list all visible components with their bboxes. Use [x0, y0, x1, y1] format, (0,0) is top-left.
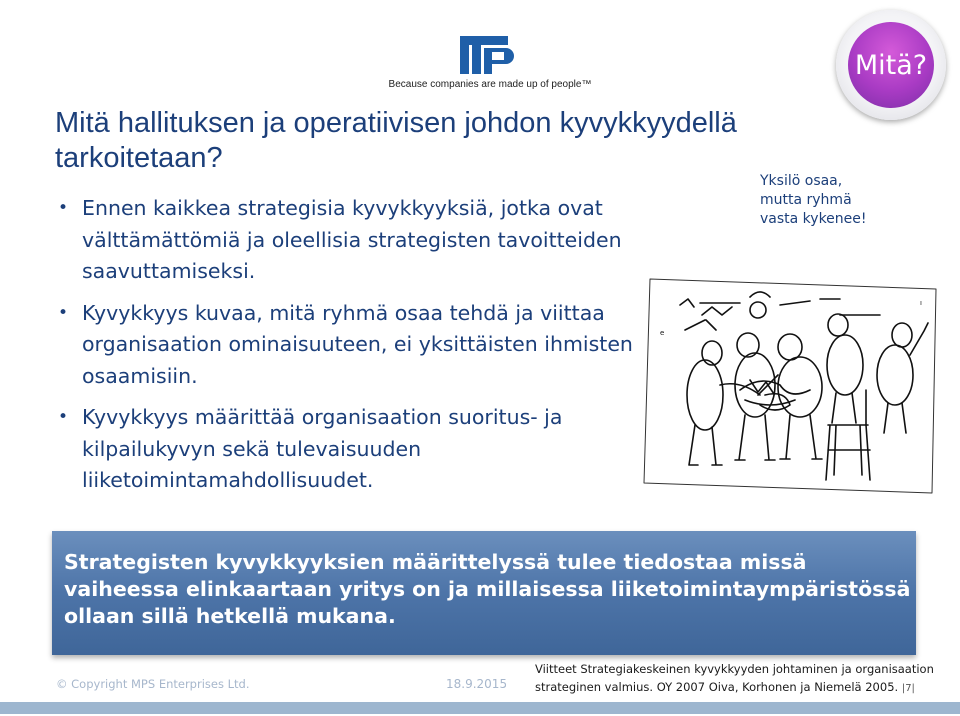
footer-copyright: © Copyright MPS Enterprises Ltd. [56, 677, 250, 691]
svg-text:ı: ı [920, 299, 922, 307]
bullet-item [58, 193, 638, 288]
bullet-dot-icon: • [58, 302, 69, 323]
team-cartoon-illustration [640, 275, 940, 495]
bullet-list [58, 193, 638, 507]
question-badge [836, 10, 946, 120]
mps-logo-icon [458, 34, 522, 76]
note-line: Yksilö osaa, [760, 173, 843, 189]
svg-text:e: e [660, 329, 665, 337]
bullet-text: Kyvykkyys määrittää organisaation suoritus- ja kilpailukyvyn sekä tulevaisuuden liiketoimintamahdollisuudet. [82, 405, 563, 492]
bullet-dot-icon: • [58, 198, 69, 218]
note-line: vasta kykenee! [760, 211, 867, 227]
company-logo [380, 34, 600, 94]
bullet-item [58, 402, 638, 497]
bullet-text: Kyvykkyys kuvaa, mitä ryhmä osaa tehdä ja viittaa organisaation ominaisuuteen, ei yksittäisten ihmisten osaamisiin. [82, 300, 633, 388]
logo-tagline: Because companies are made up of people™ [388, 79, 592, 90]
banner-text: Strategisten kyvykkyyksien määrittelyssä tulee tiedostaa missä vaiheessa elinkaartaan yritys on ja millaisessa liiketoimintaympäristössä ollaan sillä hetkellä mukana. [64, 550, 911, 628]
bottom-bar [0, 702, 960, 714]
key-message-banner [52, 531, 916, 655]
footer-reference [535, 660, 945, 698]
bullet-item [58, 298, 638, 393]
badge-label: Mitä? [848, 22, 934, 108]
bullet-dot-icon: • [58, 407, 69, 427]
footer-date: 18.9.2015 [446, 677, 508, 691]
page-number: |7| [901, 683, 915, 694]
reference-text: Viitteet Strategiakeskeinen kyvykkyyden johtaminen ja organisaation strateginen valmius. OY 2007 Oiva, Korhonen ja Niemelä 2005. [535, 662, 934, 694]
side-note [760, 172, 900, 229]
note-line: mutta ryhmä [760, 192, 852, 208]
bullet-text: Ennen kaikkea strategisia kyvykkyyksiä, jotka ovat välttämättömiä ja oleellisia strategisten tavoitteiden saavuttamiseksi. [82, 196, 622, 283]
slide-title: Mitä hallituksen ja operatiivisen johdon kyvykkyydellä tarkoitetaan? [55, 107, 737, 174]
